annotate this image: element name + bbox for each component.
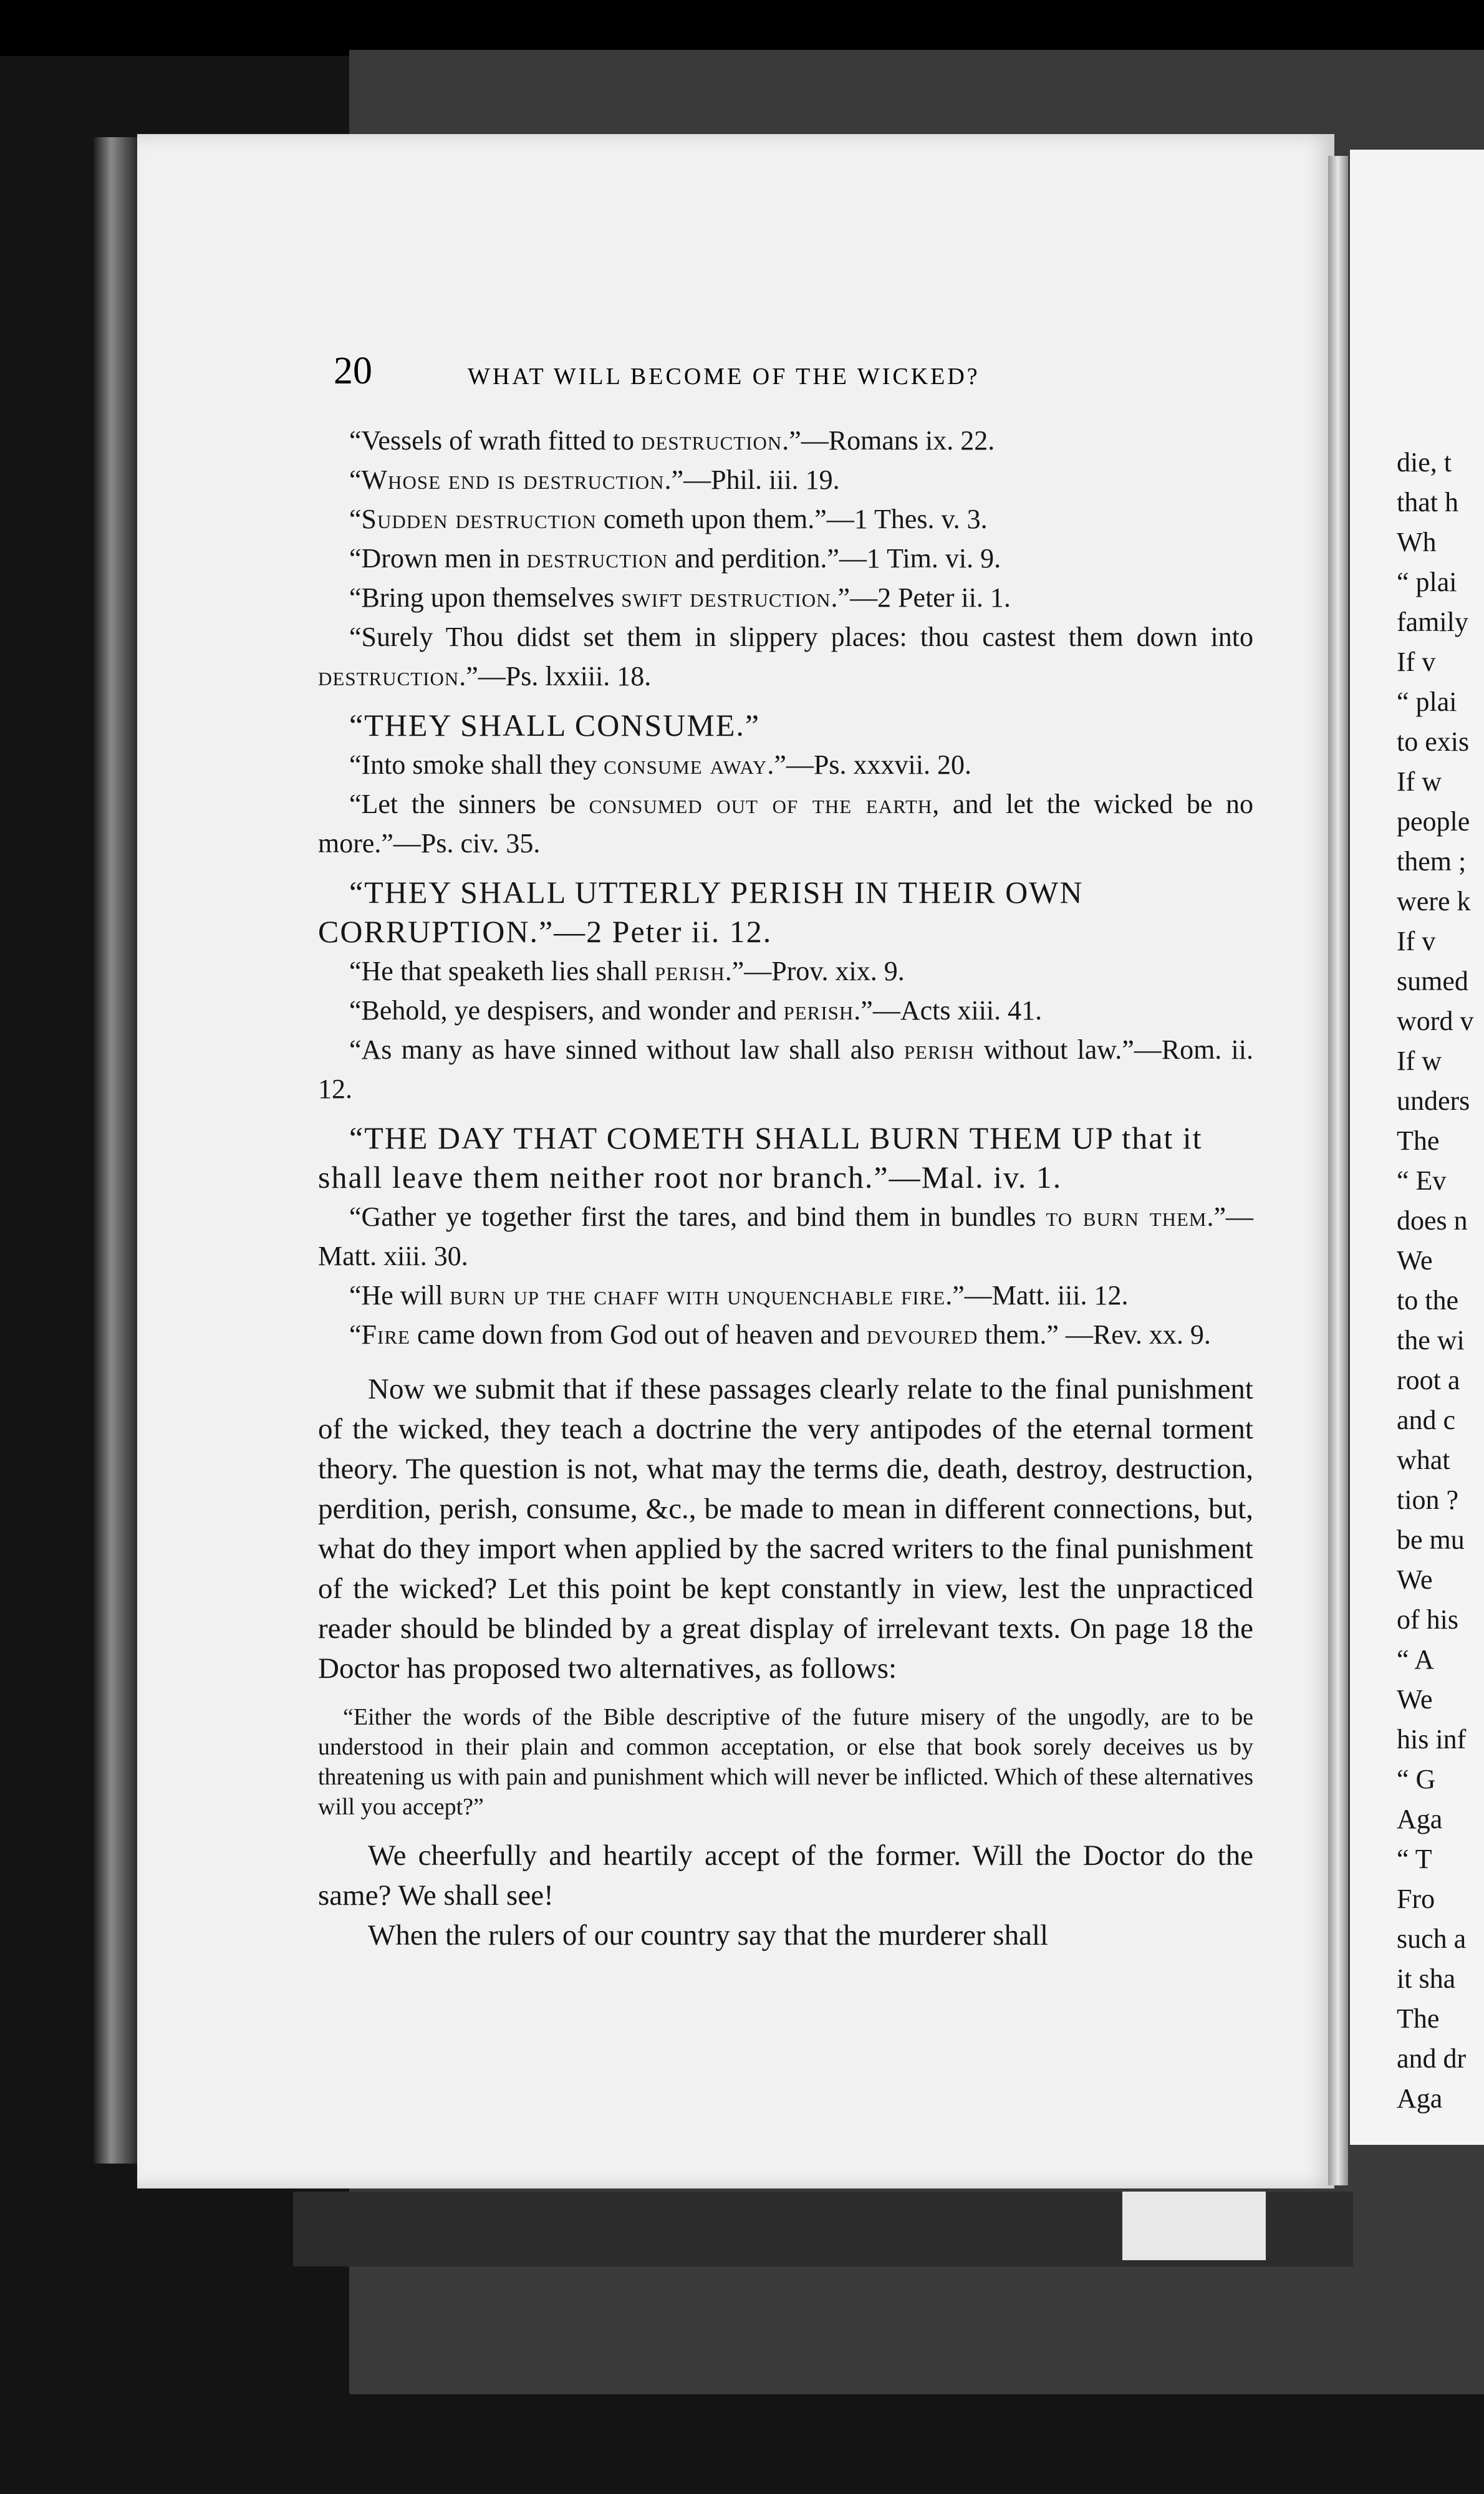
facing-page-line: The: [1397, 2003, 1440, 2034]
paper-tab: [1122, 2192, 1266, 2260]
facing-page-line: them ;: [1397, 846, 1467, 877]
scripture-quote: “Sudden destruction cometh upon them.”—1 Thes. v. 3.: [349, 504, 988, 534]
book-binding: [94, 137, 137, 2164]
facing-page-line: tion ?: [1397, 1485, 1458, 1515]
scripture-quote: “Vessels of wrath fitted to destruction.”—Romans ix. 22.: [349, 425, 995, 456]
facing-page-line: that h: [1397, 487, 1458, 518]
facing-page-line: Aga: [1397, 1804, 1443, 1834]
facing-page-line: sumed: [1397, 966, 1468, 996]
facing-page-line: people: [1397, 806, 1470, 837]
facing-page-line: were k: [1397, 886, 1471, 917]
facing-page-line: If v: [1397, 926, 1436, 956]
facing-page-line: If v: [1397, 647, 1436, 677]
section-heading: “THE DAY THAT COMETH SHALL BURN THEM UP that it shall leave them neither root nor branch.”—Mal. iv. 1.: [318, 1120, 1203, 1195]
quote-group-consume: [318, 745, 1253, 863]
scripture-quote: “Behold, ye despisers, and wonder and perish.”—Acts xiii. 41.: [349, 995, 1043, 1026]
facing-page-line: and dr: [1397, 2043, 1467, 2074]
facing-page-line: it sha: [1397, 1963, 1456, 1994]
facing-page-line: family: [1397, 607, 1468, 637]
facing-page-line: “ A: [1397, 1644, 1434, 1675]
facing-page-line: “ Ev: [1397, 1165, 1447, 1196]
facing-page-line: “ G: [1397, 1764, 1436, 1794]
facing-page-line: to exis: [1397, 726, 1470, 757]
facing-page-line: We: [1397, 1564, 1433, 1595]
facing-page-line: We: [1397, 1684, 1433, 1715]
scripture-quote: “Whose end is destruction.”—Phil. iii. 19.: [349, 465, 840, 495]
page-header: [334, 349, 1207, 399]
scan-top-border: [0, 0, 1484, 56]
facing-page-line: Aga: [1397, 2083, 1443, 2114]
scripture-quote: “Gather ye together first the tares, and bind them in bundles to burn them.”—Matt. xiii. 30.: [318, 1201, 1254, 1271]
facing-page-line: root a: [1397, 1365, 1460, 1395]
body-paragraph: We cheerfully and heartily accept of the former. Will the Doctor do the same? We shall see!: [318, 1839, 1253, 1912]
quote-group-destruction: [318, 421, 1253, 696]
page-number: 20: [334, 350, 372, 392]
facing-page-line: We: [1397, 1245, 1433, 1276]
facing-page-line: Fro: [1397, 1884, 1435, 1914]
section-heading: “THEY SHALL UTTERLY PERISH IN THEIR OWN CORRUPTION.”—2 Peter ii. 12.: [318, 875, 1084, 949]
running-title: WHAT WILL BECOME OF THE WICKED?: [468, 364, 980, 390]
facing-page-line: If w: [1397, 1046, 1442, 1076]
scripture-quote: “As many as have sinned without law shall also perish without law.”—Rom. ii. 12.: [318, 1034, 1253, 1104]
facing-page-line: “ plai: [1397, 567, 1457, 597]
facing-page-line: die, t: [1397, 447, 1452, 478]
facing-page-line: does n: [1397, 1205, 1468, 1236]
block-quote: “Either the words of the Bible descriptive of the future misery of the ungodly, are to be understood in their plain and common acceptation, or else that book sorely deceives us by threatening us with pain and punishment which will never be inflicted. Which of these alternatives will you accept?”: [318, 1704, 1253, 1820]
facing-page-line: “ T: [1397, 1844, 1432, 1874]
scripture-quote: “Let the sinners be consumed out of the earth, and let the wicked be no more.”—Ps. civ. 35.: [318, 789, 1253, 859]
facing-page-line: to the: [1397, 1285, 1458, 1316]
facing-page-text: [1397, 443, 1484, 2119]
facing-page-line: If w: [1397, 766, 1442, 797]
facing-page-line: The: [1397, 1125, 1440, 1156]
facing-page-line: and c: [1397, 1405, 1456, 1435]
facing-page-line: word v: [1397, 1006, 1474, 1036]
page-edge: [1328, 156, 1348, 2185]
scripture-quote: “Into smoke shall they consume away.”—Ps. xxxvii. 20.: [349, 749, 971, 780]
facing-page-line: such a: [1397, 1923, 1467, 1954]
facing-page-line: of his: [1397, 1604, 1458, 1635]
facing-page-line: be mu: [1397, 1524, 1465, 1555]
scripture-quote: “He will burn up the chaff with unquenchable fire.”—Matt. iii. 12.: [349, 1280, 1129, 1311]
quote-group-perish: [318, 951, 1253, 1109]
facing-page-line: unders: [1397, 1086, 1470, 1116]
scan-bottom-strip: [293, 2192, 1353, 2266]
scripture-quote: “Bring upon themselves swift destruction.”—2 Peter ii. 1.: [349, 582, 1011, 613]
scripture-quote: “Drown men in destruction and perdition.”—1 Tim. vi. 9.: [349, 543, 1001, 574]
quote-group-burn: [318, 1197, 1253, 1354]
facing-page-line: what: [1397, 1445, 1450, 1475]
facing-page-line: his inf: [1397, 1724, 1467, 1755]
page-body: [318, 421, 1253, 1955]
facing-page-line: “ plai: [1397, 686, 1457, 717]
scripture-quote: “He that speaketh lies shall perish.”—Prov. xix. 9.: [349, 956, 905, 986]
scripture-quote: “Fire came down from God out of heaven and devoured them.” —Rev. xx. 9.: [349, 1319, 1211, 1350]
section-heading: “THEY SHALL CONSUME.”: [349, 708, 761, 743]
facing-page-line: Wh: [1397, 527, 1437, 557]
scripture-quote: “Surely Thou didst set them in slippery places: thou castest them down into destruction.”—Ps. lxxiii. 18.: [318, 622, 1253, 691]
body-paragraph: Now we submit that if these passages clearly relate to the final punishment of the wicked, they teach a doctrine the very antipodes of the eternal torment theory. The question is not, what may the terms die, death, destroy, destruction, perdition, perish, consume, &c., be made to mean in different connections, but, what do they import when applied by the sacred writers to the final punishment of the wicked? Let this point be kept constantly in view, lest the unpracticed reader should be blinded by a great display of irrelevant texts. On page 18 the Doctor has proposed two alternatives, as follows:: [318, 1373, 1253, 1685]
body-paragraph: When the rulers of our country say that the murderer shall: [368, 1919, 1049, 1952]
facing-page-line: the wi: [1397, 1325, 1465, 1355]
